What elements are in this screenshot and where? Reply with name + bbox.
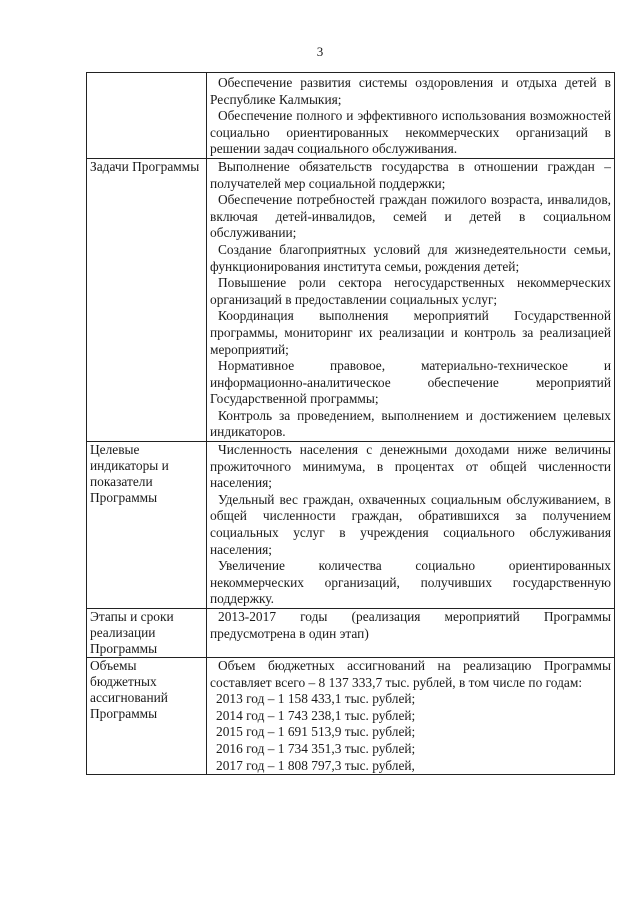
budget-year-line: 2015 год – 1 691 513,9 тыс. рублей; [216,724,416,740]
list-item: Обеспечение полного и эффективного использования возможностей социально ориентированных некоммерческих организаций в решении задач социального обслуживания. [210,108,611,157]
list-item: Удельный вес граждан, охваченных социальным обслуживанием, в общей численности граждан, обратившихся за получением социальных услуг в учреждения социального обслуживания населения; [210,491,611,557]
list-item: Нормативное правовое, материально-техническое и информационно-аналитическое обеспечение мероприятий Государственной программы; [210,358,611,407]
list-item: Контроль за проведением, выполнением и достижением целевых индикаторов. [210,407,611,440]
budget-year-line: 2013 год – 1 158 433,1 тыс. рублей; [216,691,416,707]
table-row-budget [87,658,615,775]
row-label: Этапы и сроки реализации Программы [87,609,207,658]
list-item: Повышение роли сектора негосударственных некоммерческих организаций в предоставлении социальных услуг; [210,275,611,307]
list-item: Численность населения с денежными доходами ниже величины прожиточного минимума, в процентах от общей численности населения; [210,442,611,491]
table-row-goals-continued [87,73,615,159]
row-label [87,73,207,159]
list-item: Создание благоприятных условий для жизнедеятельности семьи, функционирования института семьи, рождения детей; [210,241,611,274]
row-label: Целевые индикаторы и показатели Программы [87,442,207,609]
program-passport-table [86,72,615,775]
list-item: Обеспечение потребностей граждан пожилого возраста, инвалидов, включая детей-инвалидов, семей и детей в социальном обслуживании; [210,192,611,241]
budget-year-line: 2017 год – 1 808 797,3 тыс. рублей, [216,757,415,773]
page-number: 3 [316,44,324,59]
budget-year-line: 2016 год – 1 734 351,3 тыс. рублей; [216,740,416,756]
budget-intro: Объем бюджетных ассигнований на реализацию Программы составляет всего – 8 137 333,7 тыс. рублей, в том числе по годам: [210,658,611,690]
list-item: Увеличение количества социально ориентированных некоммерческих организаций, получивших государственную поддержку. [210,558,611,607]
row-label: Задачи Программы [87,158,207,441]
row-content [207,442,615,609]
budget-year-line: 2014 год – 1 743 238,1 тыс. рублей; [216,707,416,723]
list-item: Выполнение обязательств государства в отношении граждан – получателей мер социальной поддержки; [210,158,611,191]
list-item: Обеспечение развития системы оздоровления и отдыха детей в Республике Калмыкия; [210,75,611,107]
row-label: Объемы бюджетных ассигнований Программы [87,658,207,775]
row-content [207,158,615,441]
table-row-stages [87,609,615,658]
row-content [207,658,615,775]
table-row-tasks [87,158,615,441]
table-row-indicators [87,442,615,609]
row-content [207,609,615,658]
list-item: 2013-2017 годы (реализация мероприятий Программы предусмотрена в один этап) [210,609,611,641]
list-item: Координация выполнения мероприятий Государственной программы, мониторинг их реализации и контроль за реализацией мероприятий; [210,308,611,357]
row-content [207,73,615,159]
